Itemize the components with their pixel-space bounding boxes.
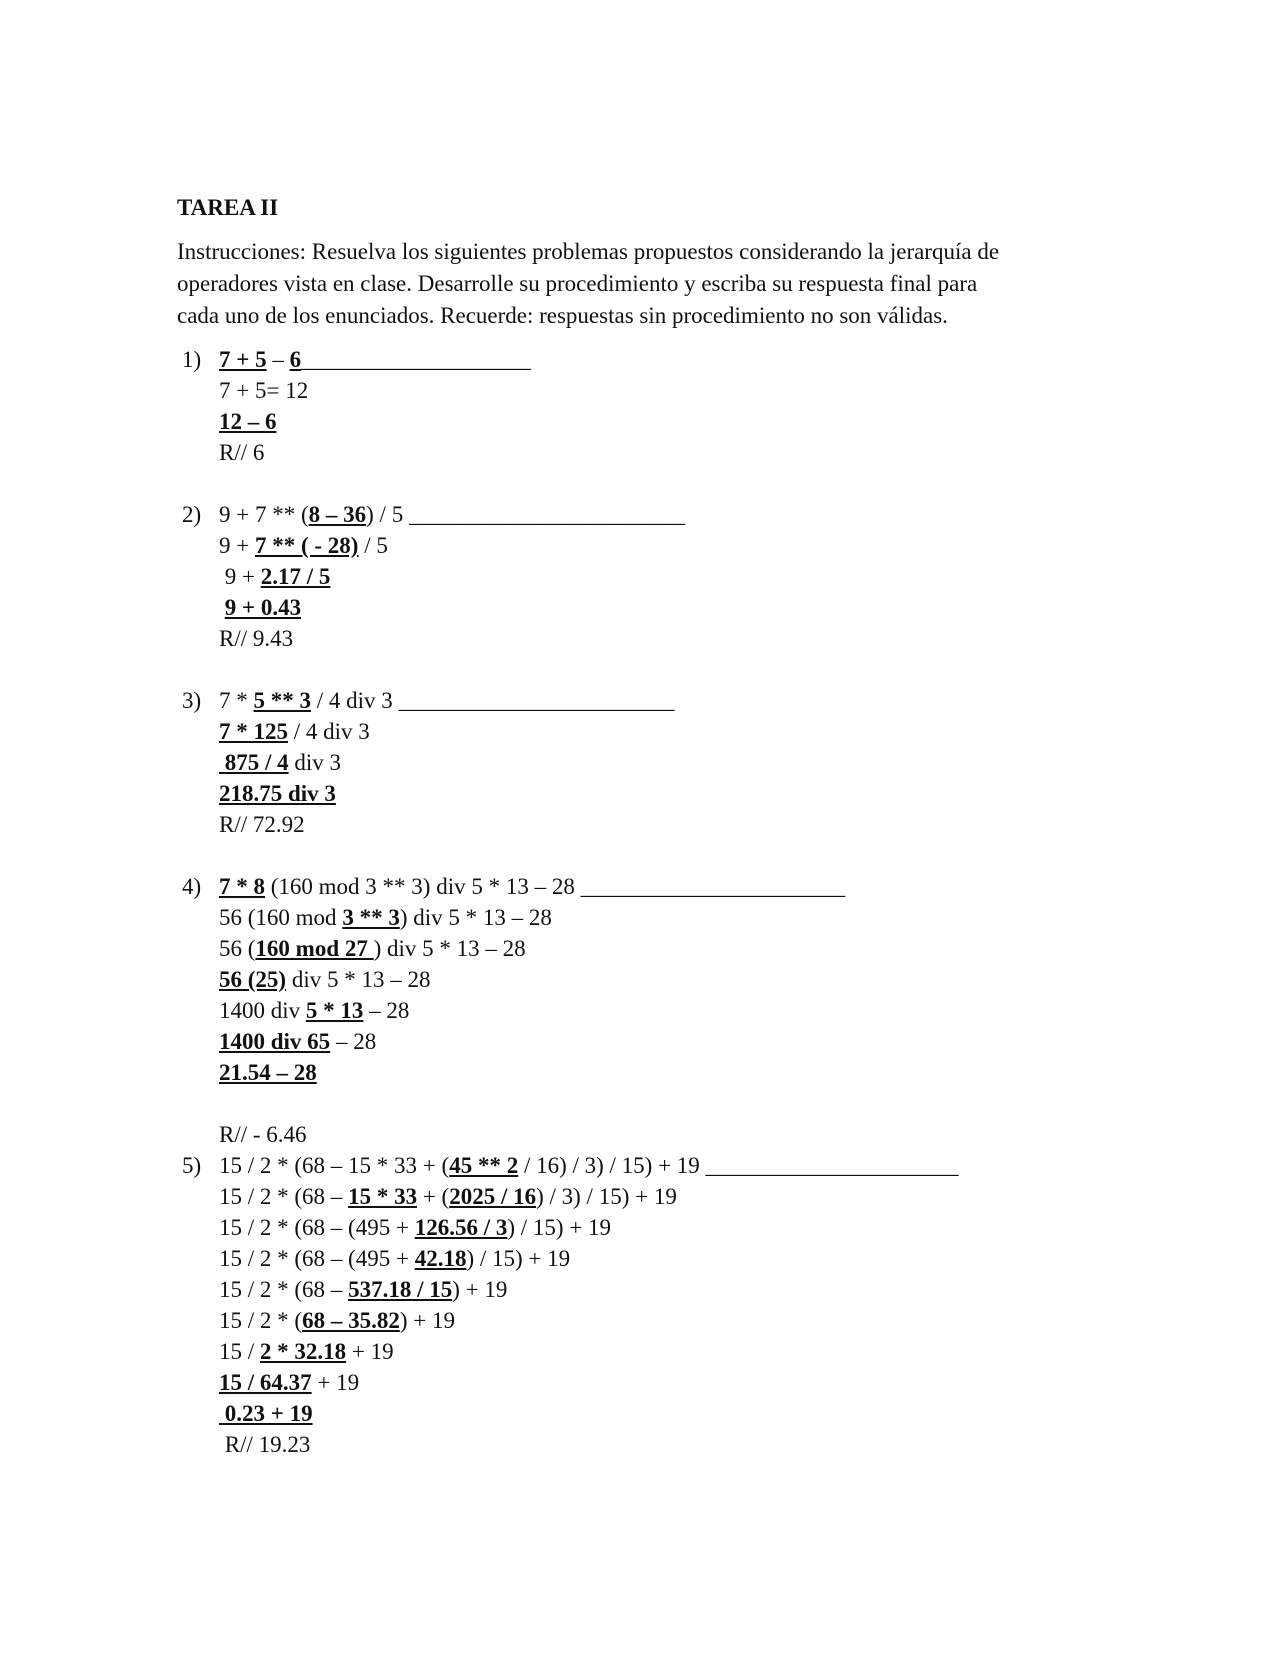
- highlighted-operation: 21.54 – 28: [219, 1060, 317, 1085]
- highlighted-operation: 15 / 64.37: [219, 1370, 312, 1395]
- solution-step: [219, 1119, 1097, 1150]
- expression-text: div 5 * 13 – 28: [286, 967, 431, 992]
- highlighted-operation: 45 ** 2: [449, 1153, 519, 1178]
- expression-text: + 19: [311, 1370, 360, 1395]
- expression-text: R// 9.43: [219, 626, 294, 651]
- solution-step: [219, 437, 1097, 468]
- instructions: [177, 236, 1097, 332]
- solution-step: [219, 592, 1097, 623]
- solution-step: [219, 809, 1097, 840]
- problem-number: 3): [182, 688, 202, 713]
- highlighted-operation: 3 ** 3: [342, 905, 400, 930]
- solution-step: [219, 1274, 1097, 1305]
- expression-text: 15 / 2 * (68 – (495 +: [219, 1246, 415, 1271]
- expression-text: (160 mod 3 ** 3) div 5 * 13 – 28 _______________________: [265, 874, 846, 899]
- highlighted-operation: 6: [289, 347, 302, 372]
- expression-text: R// 19.23: [219, 1432, 311, 1457]
- expression-text: 7 + 5= 12: [219, 378, 309, 403]
- expression-text: ) + 19: [399, 1308, 455, 1333]
- solution-step: [219, 1057, 1097, 1088]
- problem-number: 5): [182, 1153, 202, 1178]
- highlighted-operation: 15 * 33: [348, 1184, 418, 1209]
- solution-step: [219, 1429, 1097, 1460]
- expression-text: 15 /: [219, 1339, 260, 1364]
- solution-step: [219, 1367, 1097, 1398]
- expression-text: – 28: [363, 998, 410, 1023]
- solution-step: [219, 530, 1097, 561]
- highlighted-operation: 56 (25): [219, 967, 287, 992]
- problem-statement: [219, 499, 1097, 530]
- expression-text: / 5: [358, 533, 388, 558]
- highlighted-operation: 0.23 + 19: [219, 1401, 313, 1426]
- expression-text: / 4 div 3: [288, 719, 370, 744]
- solution-step: [219, 1305, 1097, 1336]
- highlighted-operation: 12 – 6: [219, 409, 277, 434]
- solution-step: [219, 902, 1097, 933]
- problem-statement: [219, 871, 1097, 902]
- expression-text: ) / 3) / 15) + 19: [536, 1184, 677, 1209]
- highlighted-operation: 2 * 32.18: [259, 1339, 347, 1364]
- instructions-line: cada uno de los enunciados. Recuerde: respuestas sin procedimiento no son válidas.: [177, 303, 948, 328]
- highlighted-operation: 2.17 / 5: [260, 564, 331, 589]
- expression-text: / 4 div 3 ________________________: [311, 688, 675, 713]
- highlighted-operation: 68 – 35.82: [302, 1308, 400, 1333]
- solution-step: [219, 747, 1097, 778]
- highlighted-operation: 218.75 div 3: [219, 781, 336, 806]
- problem-4: [177, 871, 1097, 1150]
- solution-step: [219, 1088, 1097, 1119]
- expression-text: / 16) / 3) / 15) + 19 ______________________: [518, 1153, 959, 1178]
- solution-step: [219, 1181, 1097, 1212]
- instructions-line: operadores vista en clase. Desarrolle su procedimiento y escriba su respuesta final para: [177, 271, 978, 296]
- highlighted-operation: 5 ** 3: [253, 688, 311, 713]
- expression-text: R// 72.92: [219, 812, 305, 837]
- problem-number: 4): [182, 874, 202, 899]
- highlighted-operation: 1400 div 65: [219, 1029, 331, 1054]
- expression-text: ) div 5 * 13 – 28: [399, 905, 552, 930]
- highlighted-operation: 7 * 8: [219, 874, 265, 899]
- problem-statement: [219, 344, 1097, 375]
- highlighted-operation: 7 ** ( - 28): [254, 533, 359, 558]
- solution-step: [219, 375, 1097, 406]
- problem-number: 2): [182, 502, 202, 527]
- highlighted-operation: 7 * 125: [219, 719, 288, 744]
- expression-text: ) / 5 ________________________: [366, 502, 685, 527]
- expression-text: ____________________: [301, 347, 532, 372]
- solution-step: [219, 1398, 1097, 1429]
- expression-text: ) / 15) + 19: [507, 1215, 612, 1240]
- expression-text: – 28: [330, 1029, 377, 1054]
- highlighted-operation: 160 mod 27: [255, 936, 374, 961]
- problem-2: [177, 499, 1097, 654]
- solution-step: [219, 1026, 1097, 1057]
- spacer: [177, 654, 1097, 685]
- spacer: [177, 468, 1097, 499]
- solution-step: [219, 1212, 1097, 1243]
- expression-text: div 3: [288, 750, 342, 775]
- expression-text: 15 / 2 * (: [219, 1308, 303, 1333]
- highlighted-operation: 8 – 36: [308, 502, 367, 527]
- problem-statement: [219, 1150, 1097, 1181]
- expression-text: 9 +: [219, 533, 255, 558]
- problem-3: [177, 685, 1097, 840]
- solution-step: [219, 623, 1097, 654]
- expression-text: 15 / 2 * (68 –: [219, 1277, 349, 1302]
- expression-text: 9 + 7 ** (: [219, 502, 309, 527]
- solution-step: [219, 561, 1097, 592]
- solution-step: [219, 1243, 1097, 1274]
- solution-step: [219, 406, 1097, 437]
- expression-text: R// - 6.46: [219, 1122, 307, 1147]
- expression-text: 7 *: [219, 688, 254, 713]
- highlighted-operation: 42.18: [414, 1246, 467, 1271]
- highlighted-operation: 9 + 0.43: [224, 595, 302, 620]
- page-title: TAREA II: [177, 195, 279, 220]
- expression-text: –: [266, 347, 290, 372]
- expression-text: 1400 div: [219, 998, 306, 1023]
- solution-step: [219, 1336, 1097, 1367]
- expression-text: ) + 19: [452, 1277, 508, 1302]
- expression-text: + (: [417, 1184, 450, 1209]
- document-page: [177, 192, 1097, 1460]
- expression-text: ) / 15) + 19: [466, 1246, 571, 1271]
- expression-text: + 19: [346, 1339, 394, 1364]
- problem-statement: [219, 685, 1097, 716]
- problem-number: 1): [182, 347, 202, 372]
- expression-text: 15 / 2 * (68 –: [219, 1184, 349, 1209]
- problem-1: [177, 344, 1097, 468]
- expression-text: 56 (160 mod: [219, 905, 343, 930]
- solution-step: [219, 964, 1097, 995]
- highlighted-operation: 7 + 5: [219, 347, 267, 372]
- solution-step: [219, 933, 1097, 964]
- instructions-line: Instrucciones: Resuelva los siguientes problemas propuestos considerando la jerarquía de: [177, 239, 1000, 264]
- highlighted-operation: 2025 / 16: [449, 1184, 537, 1209]
- expression-text: 56 (: [219, 936, 256, 961]
- problem-5: [177, 1150, 1097, 1460]
- solution-step: [219, 778, 1097, 809]
- expression-text: 15 / 2 * (68 – (495 +: [219, 1215, 415, 1240]
- spacer: [177, 840, 1097, 871]
- expression-text: 9 +: [219, 564, 261, 589]
- highlighted-operation: 875 / 4: [219, 750, 289, 775]
- expression-text: R// 6: [219, 440, 265, 465]
- highlighted-operation: 537.18 / 15: [348, 1277, 453, 1302]
- expression-text: 15 / 2 * (68 – 15 * 33 + (: [219, 1153, 450, 1178]
- highlighted-operation: 126.56 / 3: [414, 1215, 508, 1240]
- problem-list: [177, 344, 1097, 1460]
- solution-step: [219, 995, 1097, 1026]
- highlighted-operation: 5 * 13: [305, 998, 364, 1023]
- expression-text: ) div 5 * 13 – 28: [373, 936, 526, 961]
- solution-step: [219, 716, 1097, 747]
